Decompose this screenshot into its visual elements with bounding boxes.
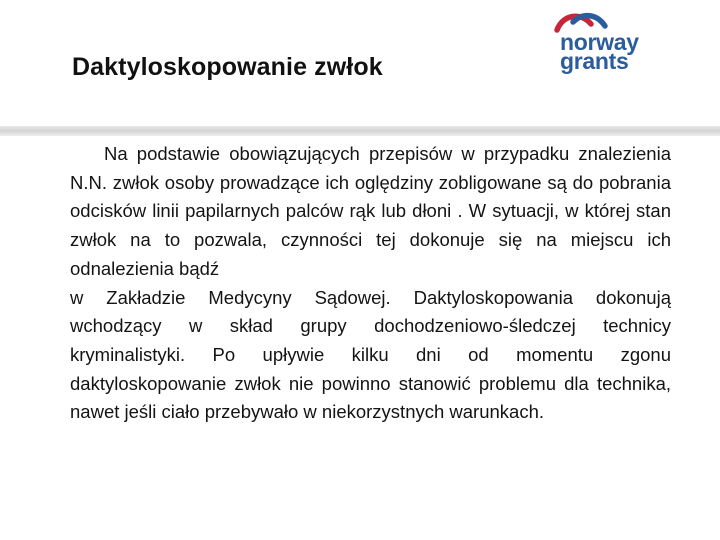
body-paragraph: Na podstawie obowiązujących przepisów w przypadku znalezienia N.N. zwłok osoby prowadzące ich oględziny zobligowane są do pobrania odcisków linii papilarnych palców rąk lub dłoni . W sytuacji, w której stan zwłok na to pozwala, czynności tej dokonuje się na miejscu ich odnalezienia bądź w Zakładzie Medycyny Sądowej. Daktyloskopowania dokonują wchodzący w skład grupy dochodzeniowo-śledczej technicy kryminalistyki. Po upływie kilku dni od momentu zgonu daktyloskopowanie zwłok nie powinno stanowić problemu dla technika, nawet jeśli ciało przebywało w niekorzystnych warunkach.	[70, 143, 671, 423]
slide-title: Daktyloskopowanie zwłok	[72, 53, 383, 81]
slide-body	[70, 140, 671, 427]
logo-word-grants: grants	[560, 48, 629, 74]
norway-grants-logo	[549, 10, 649, 72]
logo-word-norway: norway	[560, 29, 639, 55]
slide-header	[0, 0, 720, 132]
header-divider	[0, 126, 720, 136]
